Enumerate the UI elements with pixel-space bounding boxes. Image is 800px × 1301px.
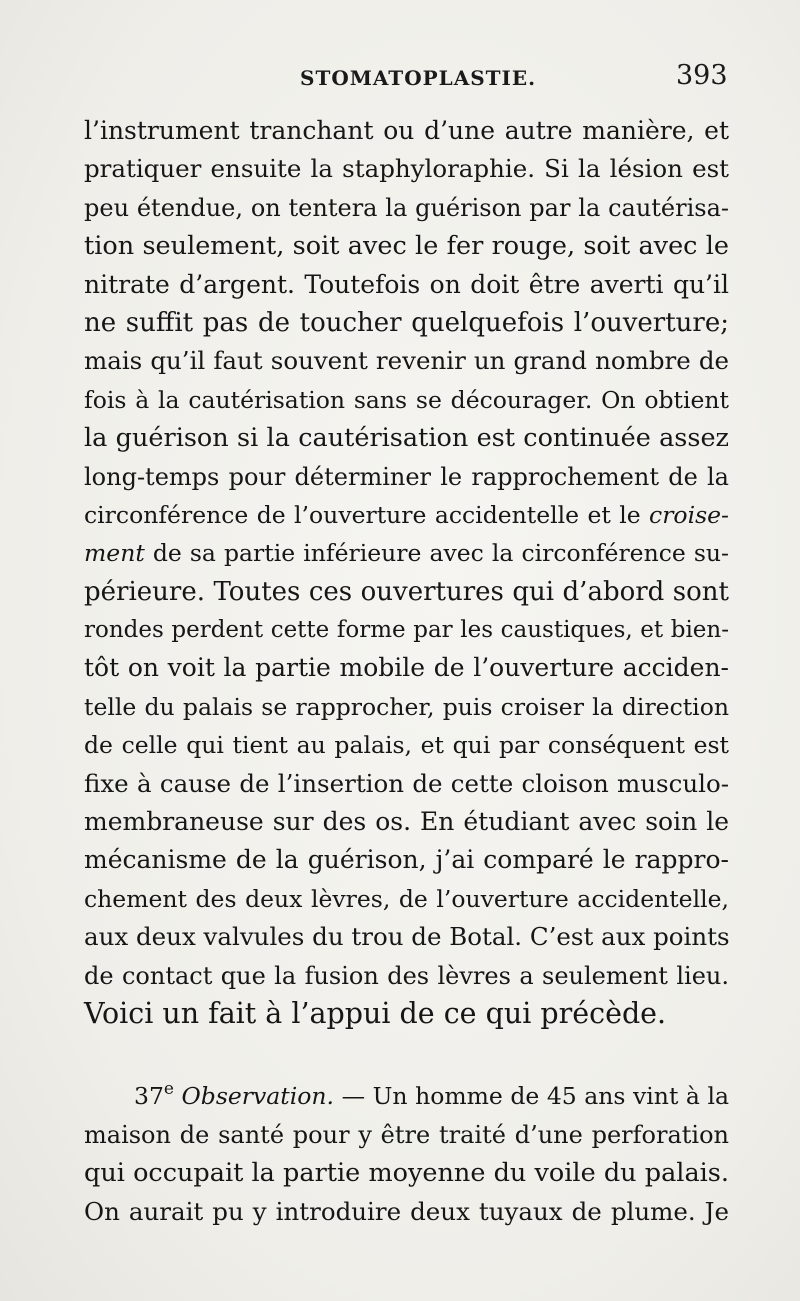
text-line: l’instrument tranchant ou d’une autre manière, et xyxy=(84,116,729,145)
observation-number-value: 37 xyxy=(134,1082,164,1111)
observation-label: Observation. xyxy=(181,1082,335,1111)
text-line: mécanisme de la guérison, j’ai comparé le rappro- xyxy=(84,845,729,875)
text-line: qui occupait la partie moyenne du voile du palais. xyxy=(84,1158,729,1189)
text-span: circonférence de l’ouverture accidentelle et le xyxy=(84,500,650,529)
text-line xyxy=(84,496,729,534)
text-line: tôt on voit la partie mobile de l’ouverture acciden- xyxy=(84,653,729,683)
observation-number xyxy=(134,1079,174,1111)
running-title: STOMATOPLASTIE. xyxy=(300,66,537,90)
text-line: fixe à cause de l’insertion de cette cloison musculo- xyxy=(84,768,729,798)
text-line: ne suffit pas de toucher quelquefois l’ouverture; xyxy=(84,307,729,338)
text-line: telle du palais se rapprocher, puis croiser la direction xyxy=(84,692,729,721)
text-line: membraneuse sur des os. En étudiant avec soin le xyxy=(84,807,729,837)
text-line: périeure. Toutes ces ouvertures qui d’abord sont xyxy=(84,576,729,607)
text-line: de celle qui tient au palais, et qui par conséquent est xyxy=(84,731,729,760)
text-line: fois à la cautérisation sans se décourager. On obtient xyxy=(84,385,729,414)
body-text xyxy=(84,112,729,1231)
text-line xyxy=(84,534,729,572)
text-line: mais qu’il faut souvent revenir un grand nombre de xyxy=(84,346,729,376)
italic-word: ment xyxy=(84,539,145,568)
text-line: tion seulement, soit avec le fer rouge, soit avec le xyxy=(84,231,729,262)
italic-word: croise- xyxy=(649,500,729,529)
text-line: de contact que la fusion des lèvres a seulement lieu. xyxy=(84,961,729,990)
paragraph-gap xyxy=(84,1033,729,1077)
text-line: long-temps pour déterminer le rapprochement de la xyxy=(84,462,729,491)
text-line: aux deux valvules du trou de Botal. C’est aux points xyxy=(84,922,730,952)
text-span: de sa partie inférieure avec la circonférence su- xyxy=(144,539,729,568)
page-number: 393 xyxy=(676,60,728,91)
text-line: chement des deux lèvres, de l’ouverture accidentelle, xyxy=(84,884,729,913)
page-header xyxy=(0,60,800,90)
text-line: la guérison si la cautérisation est continuée assez xyxy=(84,423,729,454)
text-line: On aurait pu y introduire deux tuyaux de plume. Je xyxy=(84,1196,729,1226)
text-line: pratiquer ensuite la staphyloraphie. Si la lésion est xyxy=(84,154,729,184)
text-line: nitrate d’argent. Toutefois on doit être averti qu’il xyxy=(84,269,729,299)
text-line: rondes perdent cette forme par les caustiques, et bien- xyxy=(84,617,729,644)
text-line: peu étendue, on tentera la guérison par la cautérisa- xyxy=(84,193,729,222)
text-span: — Un homme de 45 ans vint à la xyxy=(334,1082,729,1111)
text-line: maison de santé pour y être traité d’une perforation xyxy=(84,1120,729,1149)
text-line: Voici un fait à l’appui de ce qui précède. xyxy=(84,996,667,1030)
observation-superscript: e xyxy=(163,1079,174,1100)
observation-heading-line xyxy=(84,1077,729,1115)
